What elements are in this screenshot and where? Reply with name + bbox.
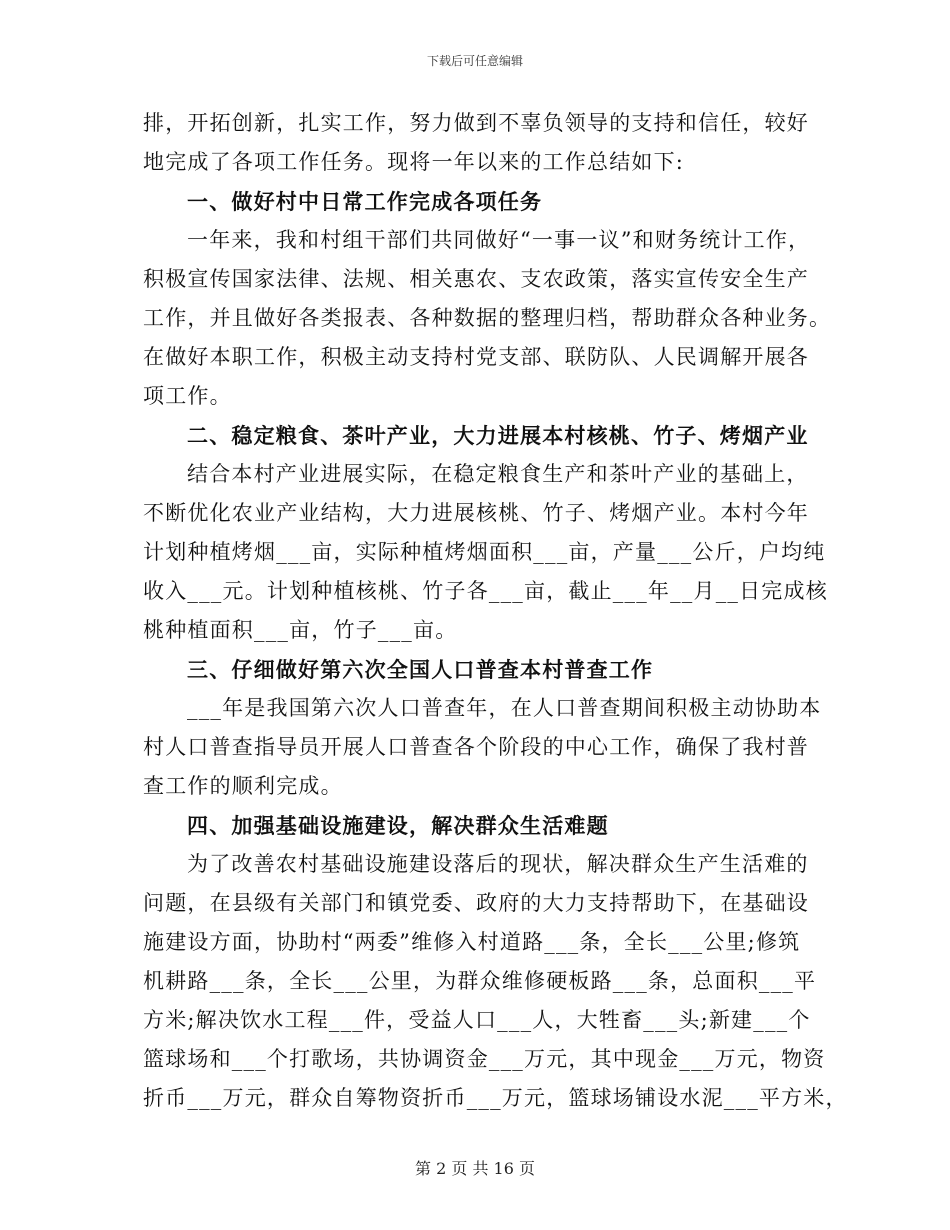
paragraph-line: 机耕路___条，全长___公里，为群众维修硬板路___条，总面积___平 [143, 969, 817, 993]
paragraph-line: 方米;解决饮水工程___件，受益人口___人，大牲畜___头;新建___个 [143, 1008, 811, 1032]
paragraph-line: 村人口普查指导员开展人口普查各个阶段的中心工作，确保了我村普 [143, 735, 809, 759]
paragraph-line: 篮球场和___个打歌场，共协调资金___万元，其中现金___万元，物资 [143, 1047, 826, 1071]
paragraph-line: 工作，并且做好各类报表、各种数据的整理归档，帮助群众各种业务。 [143, 306, 832, 330]
paragraph-line: 地完成了各项工作任务。现将一年以来的工作总结如下: [143, 150, 685, 174]
paragraph-line: 排，开拓创新，扎实工作，努力做到不辜负领导的支持和信任，较好 [143, 111, 809, 135]
page-number: 第 2 页 共 16 页 [415, 1159, 535, 1178]
paragraph-line: 问题，在县级有关部门和镇党委、政府的大力支持帮助下，在基础设 [143, 891, 809, 915]
section-heading: 四、加强基础设施建设，解决群众生活难题 [187, 813, 609, 838]
paragraph-line: ___年是我国第六次人口普查年，在人口普查期间积极主动协助本 [187, 696, 822, 720]
paragraph-line: 为了改善农村基础设施建设落后的现状，解决群众生产生活难的 [187, 852, 809, 876]
paragraph-line: 不断优化农业产业结构，大力进展核桃、竹子、烤烟产业。本村今年 [143, 501, 809, 525]
section-heading: 二、稳定粮食、茶叶产业，大力进展本村核桃、竹子、烤烟产业 [187, 423, 809, 448]
paragraph-line: 在做好本职工作，积极主动支持村党支部、联防队、人民调解开展各 [143, 345, 809, 369]
paragraph-line: 计划种植烤烟___亩，实际种植烤烟面积___亩，产量___公斤，户均纯 [143, 540, 826, 564]
paragraph-line: 积极宣传国家法律、法规、相关惠农、支农政策，落实宣传安全生产 [143, 267, 809, 291]
document-body [143, 104, 848, 1118]
section-heading: 一、做好村中日常工作完成各项任务 [187, 189, 543, 214]
page-header-note: 下载后可任意编辑 [426, 54, 523, 68]
paragraph-line: 折币___万元，群众自筹物资折币___万元，篮球场铺设水泥___平方米， [143, 1086, 848, 1110]
paragraph-line: 结合本村产业进展实际，在稳定粮食生产和茶叶产业的基础上， [187, 462, 809, 486]
section-heading: 三、仔细做好第六次全国人口普查本村普查工作 [187, 657, 654, 682]
paragraph-line: 桃种植面积___亩，竹子___亩。 [143, 618, 458, 642]
paragraph-line: 收入___元。计划种植核桃、竹子各___亩，截止___年__月__日完成核 [143, 579, 828, 603]
paragraph-line: 施建设方面，协助村“两委”维修入村道路___条，全长___公里;修筑 [143, 930, 801, 954]
paragraph-line: 查工作的顺利完成。 [143, 774, 343, 798]
paragraph-line: 一年来，我和村组干部们共同做好“一事一议”和财务统计工作， [187, 228, 811, 252]
paragraph-line: 项工作。 [143, 384, 232, 408]
